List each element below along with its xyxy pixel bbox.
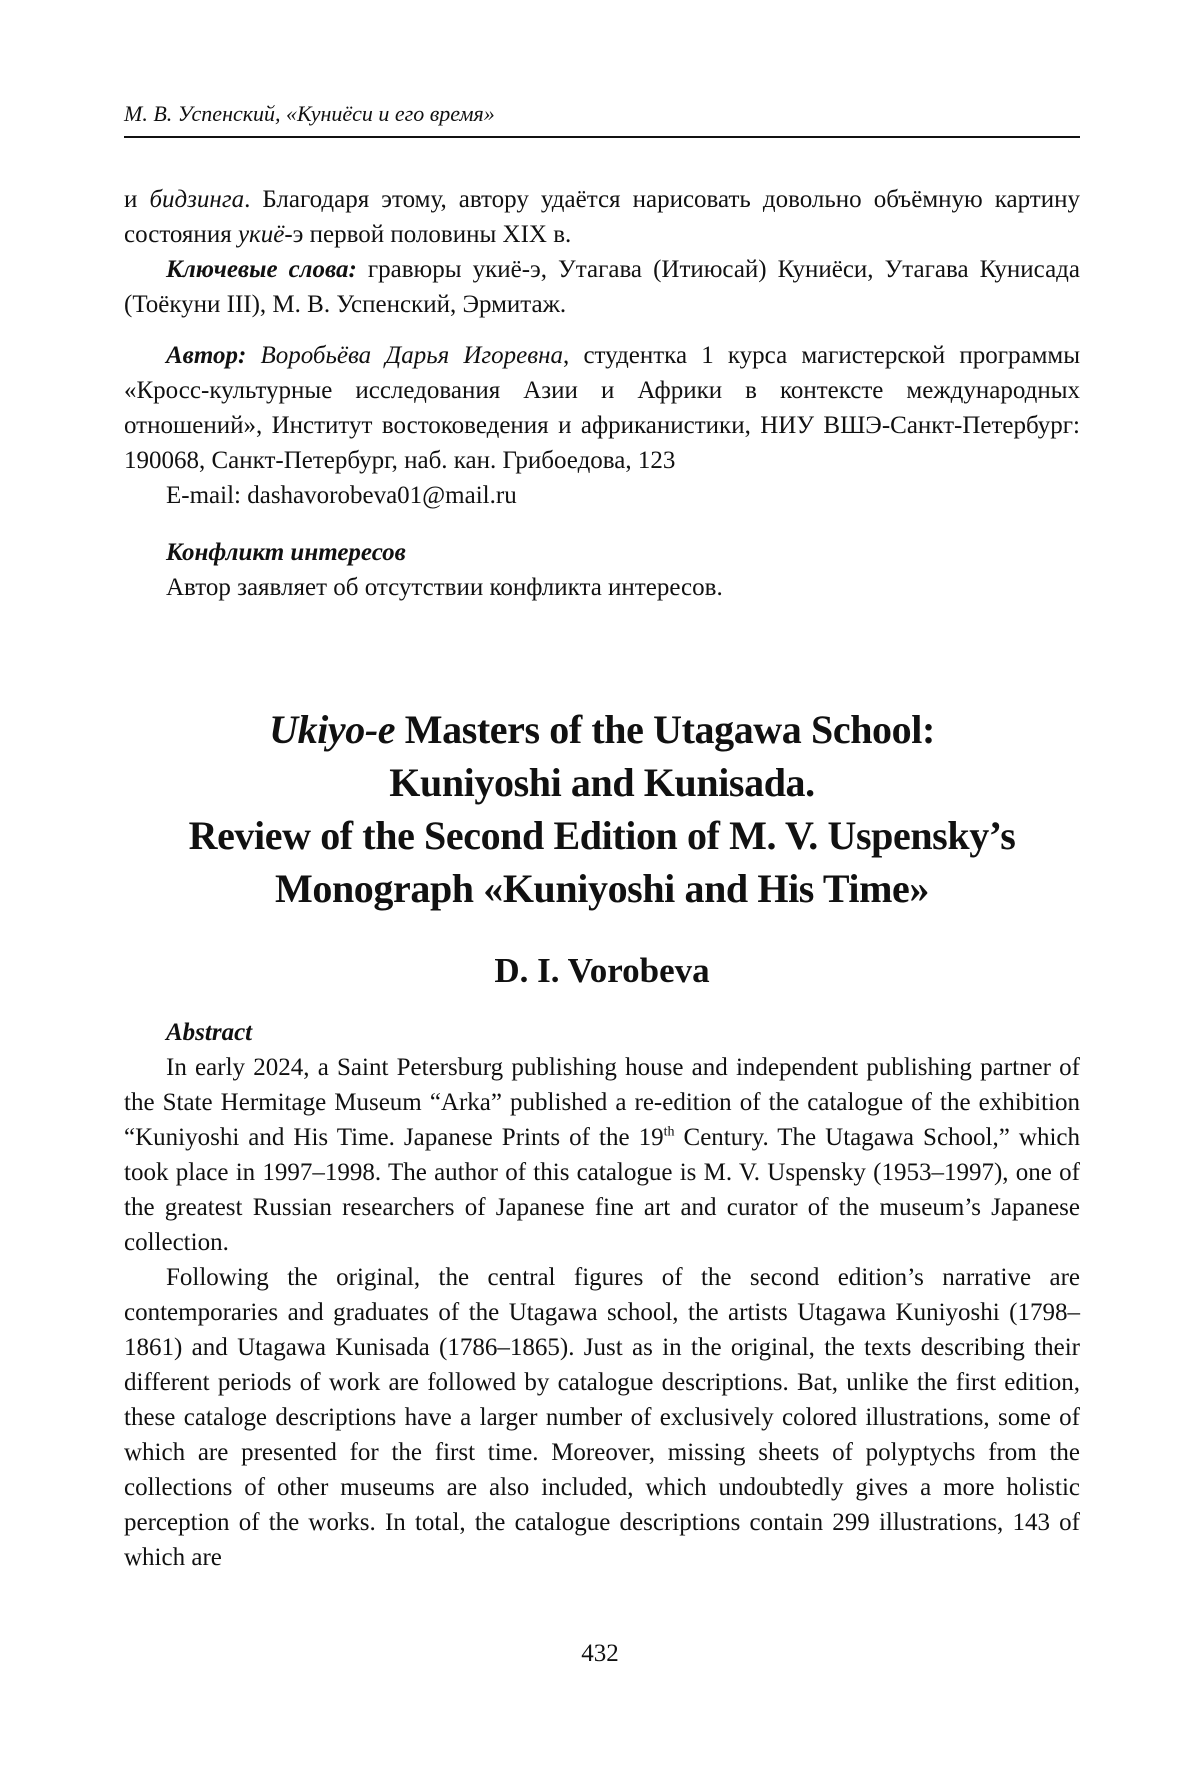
- abstract-p1-part-b: Century. The Utagawa School,” which took place in 1997–1998. The author of this catalogue is M. V. Uspensky (1953–1997), one of the greatest Russian researchers of Japanese fine art and curator of the museum’s Japanese collection.: [124, 1124, 1080, 1256]
- title-line-1-rest: Masters of the Utagawa School:: [395, 707, 935, 752]
- ru-conflict-heading: [124, 535, 1080, 570]
- abstract-paragraph-1: [124, 1050, 1080, 1260]
- abstract-heading: Abstract: [124, 1015, 1080, 1050]
- ru-email: E-mail: dashavorobeva01@mail.ru: [124, 478, 1080, 513]
- ru-continuation-tail: -э первой половины XIX в.: [284, 221, 571, 248]
- article-title: [124, 703, 1080, 915]
- ru-continuation-italic: бидзинга: [149, 186, 244, 213]
- ru-author-label: Автор:: [166, 342, 246, 369]
- page-number: 432: [0, 1640, 1200, 1668]
- ru-keywords-text: гравюры укиё-э, Утагава (Итиюсай) Куниёси, Утагава Кунисада (Тоёкуни III), М. В. Успенский, Эрмитаж.: [124, 256, 1080, 318]
- ru-conflict-heading-text: Конфликт интересов: [166, 539, 406, 566]
- abstract-p1-part-a: In early 2024, a Saint Petersburg publishing house and independent publishing partner of the State Hermitage Museum “Arka” published a re-edition of the catalogue of the exhibition “Kuniyoshi and His Time. Japanese Prints of the 19: [124, 1054, 1080, 1151]
- ru-continuation-paragraph: [124, 182, 1080, 252]
- running-header: М. В. Успенский, «Куниёси и его время»: [124, 100, 1080, 138]
- ru-conflict-text: Автор заявляет об отсутствии конфликта интересов.: [124, 570, 1080, 605]
- article-author: D. I. Vorobeva: [124, 949, 1080, 993]
- title-line-3: Review of the Second Edition of M. V. Uspensky’s: [124, 809, 1080, 862]
- abstract-p1-superscript: th: [664, 1125, 675, 1140]
- ru-author-paragraph: [124, 338, 1080, 478]
- ru-keywords-paragraph: [124, 252, 1080, 322]
- title-line-2: Kuniyoshi and Kunisada.: [124, 756, 1080, 809]
- ru-author-affiliation: , студентка 1 курса магистерской программы «Кросс-культурные исследования Азии и Африки в контексте международных отношений», Институт востоковедения и африканистики, НИУ ВШЭ-Санкт-Петербург: 190068, Санкт-Петербург, наб. кан. Грибоедова, 123: [124, 342, 1080, 474]
- ru-continuation-mid: . Благодаря этому, автору удаётся нарисовать довольно объёмную картину состояния: [124, 186, 1080, 248]
- ru-continuation-lead: и: [124, 186, 149, 213]
- title-line-4: Monograph «Kuniyoshi and His Time»: [124, 862, 1080, 915]
- ru-continuation-italic2: укиё: [238, 221, 284, 248]
- abstract-paragraph-2: Following the original, the central figures of the second edition’s narrative are contemporaries and graduates of the Utagawa school, the artists Utagawa Kuniyoshi (1798–1861) and Utagawa Kunisada (1786–1865). Just as in the original, the texts describing their different periods of work are followed by catalogue descriptions. Bat, unlike the first edition, these cataloge descriptions have a larger number of exclusively colored illustrations, some of which are presented for the first time. Moreover, missing sheets of polyptychs from the collections of other museums are also included, which undoubtedly gives a more holistic perception of the works. In total, the catalogue descriptions contain 299 illustrations, 143 of which are: [124, 1260, 1080, 1575]
- content: [124, 182, 1080, 1575]
- ru-author-name: Воробьёва Дарья Игоревна: [246, 342, 563, 369]
- page: [0, 0, 1200, 1780]
- ru-keywords-label: Ключевые слова:: [166, 256, 357, 283]
- title-line-1: [124, 703, 1080, 756]
- title-italic-part: Ukiyo-e: [269, 707, 395, 752]
